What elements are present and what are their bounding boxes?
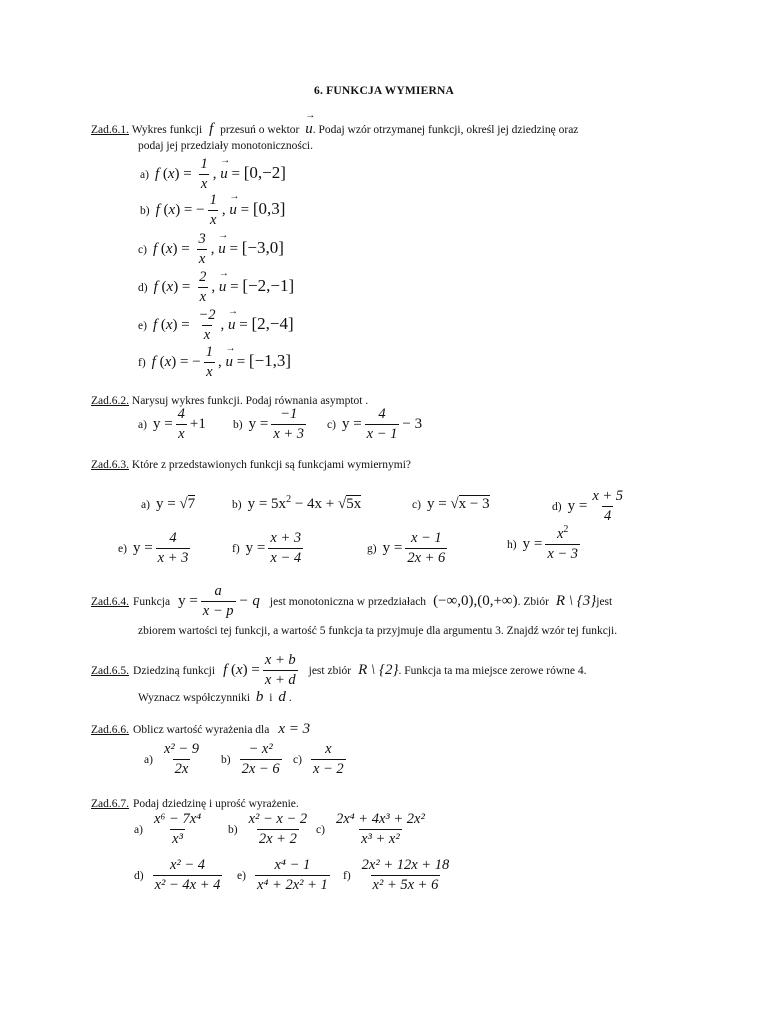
expr-6-7-a: a) $\frac{\text{x⁶ − 7x⁴}}{\text{x³}}$ xyxy=(134,811,202,847)
task-text: . Podaj wzór otrzymanej funkcji, określ jej dziedzinę oraz xyxy=(312,124,579,136)
expr-6-1-item: d) f (x) = $\frac{2}{x}$ , → u = [−2,−1] xyxy=(138,269,294,306)
expr-6-3-g: g) y = $\frac{x - 1}{2x + 6}$ xyxy=(367,530,446,566)
task-label: Zad.6.4. xyxy=(91,595,130,608)
expr-6-7-c: c) $\frac{\text{2x⁴ + 4x³ + 2x²}}{\text{x³ + x²}}$ xyxy=(316,811,425,847)
page-title: 6. FUNKCJA WYMIERNA xyxy=(314,85,454,97)
task-label: Zad.6.3. xyxy=(91,459,130,471)
expr-6-1-item: b) f (x) = − $\frac{1}{x}$ , → u = [0,3] xyxy=(140,192,285,229)
expr-6-7-d: d) $\frac{\text{x² − 4}}{\text{x² − 4x + 4}}$ xyxy=(134,857,221,893)
expr-6-3-b: b) $y = 5x^2 - 4x + √5x$ xyxy=(232,494,362,512)
task-6-3-header xyxy=(91,459,411,471)
task-text: Które z przedstawionych funkcji są funkcjami wymiernymi? xyxy=(131,459,411,471)
expr-6-6-c: c) $\frac{x}{x - 2}$ xyxy=(293,741,344,777)
task-text: Wykres funkcji xyxy=(131,124,203,136)
task-text: przesuń o wektor xyxy=(220,124,300,136)
expr-6-7-b: b) $\frac{\text{x² − x − 2}}{2x + 2}$ xyxy=(228,811,308,847)
expr-6-3-h: h) y = $\frac{x^2}{x - 3}$ xyxy=(507,524,579,562)
task-label: Zad.6.6. xyxy=(91,724,130,736)
task-6-4-header: Zad.6.4. Funkcja y = $\frac{a}{x - p}$ − q jest monotoniczna w przedziałach (−∞,0),(0,+∞). Zbiór R \ {3}jest xyxy=(91,583,613,619)
task-text: podaj jej przedziały monotoniczności. xyxy=(138,140,313,152)
task-label: Zad.6.5. xyxy=(91,664,130,677)
expr-6-3-a: a) y = √7 xyxy=(141,496,196,512)
task-label: Zad.6.2. xyxy=(91,395,130,407)
expr-6-1-item: e) f (x) = $\frac{-2}{x}$ , → u = [2,−4] xyxy=(138,307,294,344)
task-6-5-line2: Wyznacz współczynniki b i d . xyxy=(138,689,292,705)
task-6-7-header: Zad.6.7. Podaj dziedzinę i uprość wyrażenie. xyxy=(91,798,299,810)
expr-6-3-c: c) y = √x − 3 xyxy=(412,496,490,512)
expr-6-7-e: e) $\frac{\text{x⁴ − 1}}{\text{x⁴ + 2x² + 1}}$ xyxy=(237,857,328,893)
task-text: zbiorem wartości tej funkcji, a wartość 5 funkcja ta przyjmuje dla argumentu 3. Znajdź wzór tej funkcji. xyxy=(138,625,618,637)
expr-6-1-item: f) f (x) = − $\frac{1}{x}$ , → u = [−1,3] xyxy=(138,344,291,381)
task-6-6-header: Zad.6.6. Oblicz wartość wyrażenia dla x = 3 xyxy=(91,721,311,737)
expr-6-2-a: a) y = $\frac{4}{x}$ +1 xyxy=(138,406,206,442)
expr-6-2-b: b) y = $\frac{-1}{x + 3}$ xyxy=(233,406,305,442)
task-label: Zad.6.7. xyxy=(91,798,130,810)
expr-6-1-item: a) f (x) = $\frac{1}{x}$ , → u = [0,−2] xyxy=(140,156,286,193)
task-6-5-header: Zad.6.5. Dziedziną funkcji f (x) = $\frac{x + b}{x + d}$ jest zbiór R \ {2}. Funkcja ta ma miejsce zerowe równe 4. xyxy=(91,652,587,688)
expr-6-6-b: b) $\frac{\text{− x²}}{2x - 6}$ xyxy=(221,741,280,777)
task-text: Narysuj wykres funkcji. Podaj równania asymptot . xyxy=(131,395,369,407)
symbol-f: f xyxy=(209,121,214,137)
expr-6-3-e: e) y = $\frac{4}{x + 3}$ xyxy=(118,530,189,566)
expr-6-6-a: a) $\frac{\text{x² − 9}}{2x}$ xyxy=(144,741,200,777)
expr-6-7-f: f) $\frac{\text{2x² + 12x + 18}}{\text{x² + 5x + 6}}$ xyxy=(343,857,450,893)
task-6-1-header xyxy=(91,121,578,138)
expr-6-3-f: f) y = $\frac{x + 3}{x - 4}$ xyxy=(232,530,302,566)
expr-6-2-c: c) y = $\frac{4}{x - 1}$ − 3 xyxy=(327,406,423,442)
vector-u: → u xyxy=(305,121,313,138)
expr-6-3-d: d) y = $\frac{x + 5}{4}$ xyxy=(552,488,624,524)
task-label: Zad.6.1. xyxy=(91,124,130,136)
expr-6-1-item: c) f (x) = $\frac{3}{x}$ , → u = [−3,0] xyxy=(138,231,284,268)
